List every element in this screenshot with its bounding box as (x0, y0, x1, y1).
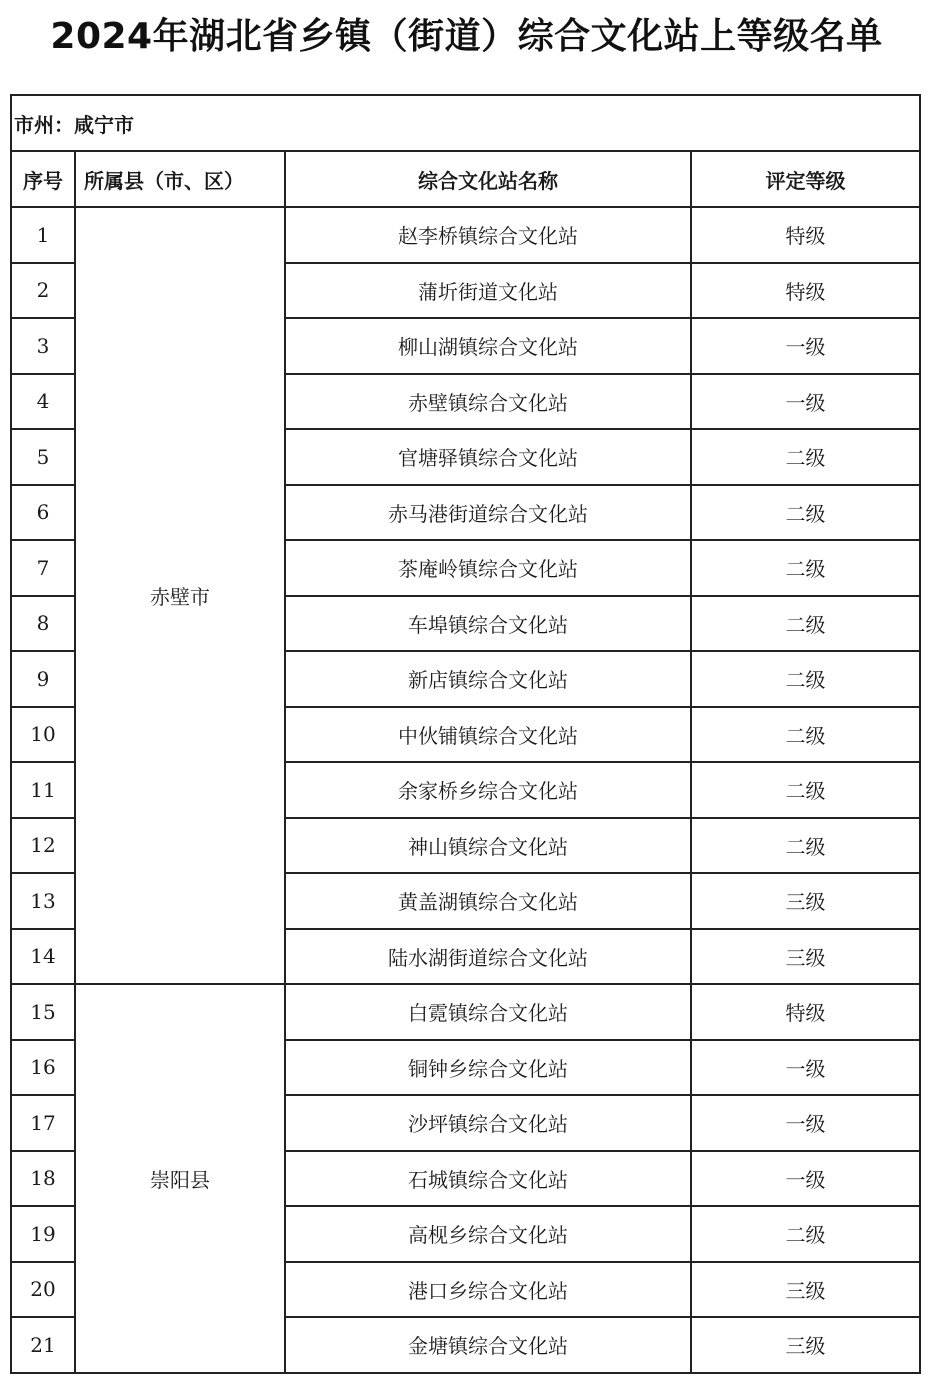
station-grade: 三级 (691, 1262, 920, 1318)
county-cell: 崇阳县 (75, 984, 285, 1373)
station-grade: 二级 (691, 707, 920, 763)
row-number: 4 (11, 374, 75, 430)
station-name: 高枧乡综合文化站 (285, 1206, 691, 1262)
station-table (10, 94, 921, 1374)
station-grade: 二级 (691, 540, 920, 596)
table-header-row (11, 151, 920, 207)
station-name: 黄盖湖镇综合文化站 (285, 873, 691, 929)
station-grade: 特级 (691, 263, 920, 319)
station-grade: 一级 (691, 318, 920, 374)
station-name: 新店镇综合文化站 (285, 651, 691, 707)
row-number: 1 (11, 207, 75, 263)
row-number: 9 (11, 651, 75, 707)
city-row (11, 95, 920, 151)
row-number: 14 (11, 929, 75, 985)
station-name: 余家桥乡综合文化站 (285, 762, 691, 818)
row-number: 13 (11, 873, 75, 929)
row-number: 7 (11, 540, 75, 596)
header-grade: 评定等级 (691, 151, 920, 207)
station-name: 金塘镇综合文化站 (285, 1317, 691, 1373)
row-number: 19 (11, 1206, 75, 1262)
row-number: 3 (11, 318, 75, 374)
table-row (11, 984, 920, 1040)
table-body (11, 207, 920, 1373)
header-seq: 序号 (11, 151, 75, 207)
station-name: 陆水湖街道综合文化站 (285, 929, 691, 985)
station-name: 沙坪镇综合文化站 (285, 1095, 691, 1151)
station-grade: 三级 (691, 873, 920, 929)
row-number: 2 (11, 263, 75, 319)
station-grade: 一级 (691, 374, 920, 430)
station-grade: 二级 (691, 651, 920, 707)
row-number: 21 (11, 1317, 75, 1373)
station-name: 茶庵岭镇综合文化站 (285, 540, 691, 596)
row-number: 12 (11, 818, 75, 874)
document-title: 2024年湖北省乡镇（街道）综合文化站上等级名单 (50, 16, 883, 57)
station-grade: 二级 (691, 596, 920, 652)
row-number: 6 (11, 485, 75, 541)
county-cell: 赤壁市 (75, 207, 285, 984)
station-grade: 二级 (691, 485, 920, 541)
row-number: 18 (11, 1151, 75, 1207)
station-grade: 一级 (691, 1095, 920, 1151)
station-name: 车埠镇综合文化站 (285, 596, 691, 652)
station-name: 铜钟乡综合文化站 (285, 1040, 691, 1096)
station-grade: 一级 (691, 1040, 920, 1096)
row-number: 5 (11, 429, 75, 485)
table-row (11, 207, 920, 263)
city-label: 市州：咸宁市 (11, 95, 920, 151)
row-number: 8 (11, 596, 75, 652)
station-grade: 二级 (691, 429, 920, 485)
station-name: 蒲圻街道文化站 (285, 263, 691, 319)
station-name: 中伙铺镇综合文化站 (285, 707, 691, 763)
header-county: 所属县（市、区） (75, 151, 285, 207)
station-grade: 二级 (691, 1206, 920, 1262)
station-name: 官塘驿镇综合文化站 (285, 429, 691, 485)
station-name: 赵李桥镇综合文化站 (285, 207, 691, 263)
station-name: 港口乡综合文化站 (285, 1262, 691, 1318)
station-name: 白霓镇综合文化站 (285, 984, 691, 1040)
station-grade: 三级 (691, 1317, 920, 1373)
station-grade: 二级 (691, 818, 920, 874)
station-name: 神山镇综合文化站 (285, 818, 691, 874)
station-grade: 特级 (691, 984, 920, 1040)
row-number: 20 (11, 1262, 75, 1318)
station-grade: 特级 (691, 207, 920, 263)
station-grade: 三级 (691, 929, 920, 985)
station-grade: 一级 (691, 1151, 920, 1207)
row-number: 11 (11, 762, 75, 818)
row-number: 15 (11, 984, 75, 1040)
row-number: 16 (11, 1040, 75, 1096)
station-name: 赤马港街道综合文化站 (285, 485, 691, 541)
station-name: 石城镇综合文化站 (285, 1151, 691, 1207)
station-grade: 二级 (691, 762, 920, 818)
row-number: 17 (11, 1095, 75, 1151)
station-name: 柳山湖镇综合文化站 (285, 318, 691, 374)
row-number: 10 (11, 707, 75, 763)
station-name: 赤壁镇综合文化站 (285, 374, 691, 430)
header-station: 综合文化站名称 (285, 151, 691, 207)
